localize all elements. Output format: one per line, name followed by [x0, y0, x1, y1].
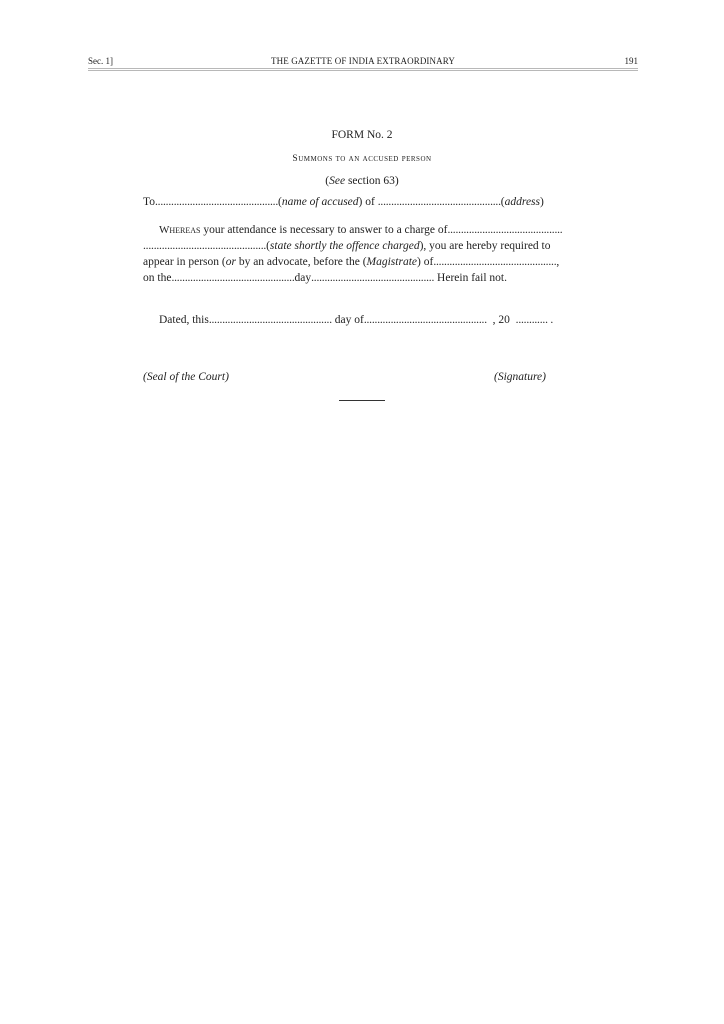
time-blank: ..............................................	[311, 272, 435, 284]
para-text-5: ) of	[417, 256, 434, 268]
name-blank: ..............................................	[154, 196, 279, 208]
to-prefix: To	[143, 196, 155, 208]
on-the-text: on the	[143, 272, 172, 284]
form-subtitle: Summons to an accused person	[292, 154, 432, 164]
end-rule	[339, 400, 385, 401]
para-text-3: appear in person (	[143, 256, 226, 268]
ref-see: See	[329, 175, 346, 187]
whereas-word: Whereas	[159, 224, 201, 236]
address-blank: ..............................................	[377, 196, 501, 208]
offence-label: state shortly the offence charged	[269, 240, 420, 252]
magistrate-label: Magistrate	[366, 256, 418, 268]
ref-open: (	[325, 175, 330, 187]
herein-text: Herein fail not.	[434, 272, 507, 284]
paragraph-line-1	[159, 222, 583, 238]
gazette-title: THE GAZETTE OF INDIA EXTRAORDINARY	[271, 56, 455, 66]
signature-label: (Signature)	[494, 371, 546, 383]
of-word: of	[362, 196, 378, 208]
place-blank: ..............................................,	[433, 256, 560, 268]
address-label: address	[504, 196, 540, 208]
section-reference	[0, 175, 724, 187]
day-word: day	[294, 272, 312, 284]
dated-prefix: Dated, this	[159, 314, 209, 326]
date-blank: ..............................................	[171, 272, 295, 284]
page-header	[88, 54, 638, 68]
header-rule	[88, 68, 638, 71]
day-of-text: day of	[331, 314, 364, 326]
section-label: Sec. 1]	[88, 56, 113, 66]
para-text-1: your attendance is necessary to answer to a charge of	[200, 224, 448, 236]
year-blank: ............ .	[515, 314, 554, 326]
page-number: 191	[624, 56, 638, 66]
charge-blank-2: ..............................................	[143, 240, 267, 252]
seal-of-court-label: (Seal of the Court)	[143, 371, 229, 383]
dated-day-blank: ..............................................	[208, 314, 332, 326]
para-text-2: ), you are hereby required to	[419, 240, 551, 252]
or-word: or	[225, 256, 236, 268]
form-number: FORM No. 2	[331, 129, 393, 141]
paragraph-line-3	[143, 254, 583, 270]
paragraph-line-4	[143, 270, 583, 286]
name-of-accused-label: name of accused	[281, 196, 359, 208]
charge-blank: ...........................................	[447, 224, 563, 236]
dated-month-blank: ..............................................	[363, 314, 487, 326]
para-text-4: by an advocate, before the (	[235, 256, 367, 268]
ref-rest: section 63)	[345, 175, 399, 187]
paragraph-line-2: ..............................................(state shortly the offence charged), you are hereby required to	[143, 240, 551, 252]
year-prefix: , 20	[486, 314, 516, 326]
to-line: To..............................................(name of accused) of ..............................................(address)	[143, 196, 544, 208]
dated-line	[159, 312, 583, 328]
